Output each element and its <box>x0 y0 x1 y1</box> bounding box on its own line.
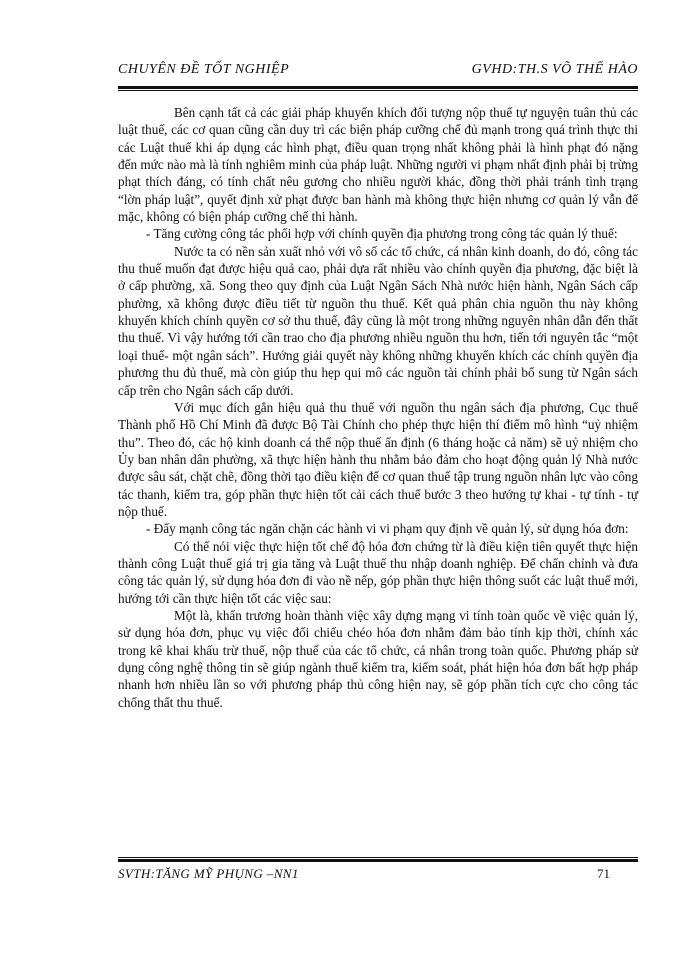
paragraph: - Đẩy mạnh công tác ngăn chặn các hành vi vi phạm quy định về quản lý, sử dụng hóa đơn: <box>146 521 629 537</box>
paragraph: Nước ta có nền sản xuất nhỏ với vô số các tổ chức, cá nhân kinh doanh, do đó, công tác thu thuế muốn đạt được hiệu quả cao, phải dựa rất nhiều vào chính quyền địa phương, đặc biệt là ở cấp phường, xã. Song theo quy định của Luật Ngân Sách Nhà nước hiện hành, Ngân Sách cấp phường, xã không được điều tiết từ nguồn thu thuế. Kết quả phân chia nguồn thu này không khuyến khích chính quyền cơ sở thu thuế, đây cũng là một trong những nguyên nhân dẫn đến thất thu thuế. Vì vậy hướng tới cần trao cho địa phương nhiều nguồn thu hơn, tiến tới nguyên tắc “một loại thuế- một ngân sách”. Hướng giải quyết này không những khuyến khích các chính quyền địa phương thu đủ thuế, mà còn giúp thu hẹp qui mô các nguồn tài chính phải bổ sung từ Ngân sách cấp trên cho Ngân sách cấp dưới. <box>118 243 638 398</box>
paragraph: Một là, khẩn trương hoàn thành việc xây dựng mạng vi tính toàn quốc về việc quản lý, sử dụng hóa đơn, phục vụ việc đối chiếu chéo hóa đơn nhằm đảm bảo tính kịp thời, chính xác trong kê khai khấu trừ thuế, nộp thuế của các tổ chức, cá nhân trong toàn quốc. Phương pháp sử dụng công nghệ thông tin sẽ giúp ngành thuế kiểm tra, kiểm soát, phát hiện hóa đơn bất hợp pháp nhanh hơn nhiều lần so với phương pháp thủ công hiện nay, sẽ góp phần tích cực cho công tác chống thất thu thuế. <box>118 607 638 710</box>
page-header <box>118 62 638 82</box>
body-text <box>118 104 638 711</box>
paragraph: Bên cạnh tất cả các giải pháp khuyến khích đối tượng nộp thuế tự nguyện tuân thủ các luật thuế, các cơ quan cũng cần duy trì các biện pháp cưỡng chế đủ mạnh trong quá trình thực thi các Luật thuế khi áp dụng các hình phạt, điều quan trọng nhất không phải là hình phạt đó nặng đến mức nào mà là tính nghiêm minh của pháp luật. Những người vi phạm nhất định phải bị trừng phạt thích đáng, có tính chất nêu gương cho nhiều người khác, đồng thời phải tránh tình trạng “lờn pháp luật”, quyết định xử phạt được ban hành mà không thực hiện nhưng cơ quản lý vẫn để mặc, không có biện pháp cưỡng chế thi hành. <box>118 105 638 225</box>
paragraph: Với mục đích gắn hiệu quả thu thuế với nguồn thu ngân sách địa phương, Cục thuế Thành phố Hồ Chí Minh đã được Bộ Tài Chính cho phép thực hiện thí điểm mô hình “uỷ nhiệm thu”. Theo đó, các hộ kinh doanh cá thể nộp thuế ấn định (6 tháng hoặc cả năm) sẽ uỷ nhiệm cho Ủy ban nhân dân phường, xã thực hiện hành thu nhằm bảo đảm cho hoạt động quản lý Nhà nước được sâu sát, chặt chẽ, đồng thời tạo điều kiện để cơ quan thuế tập trung nguồn nhân lực vào công tác thanh, kiểm tra, góp phần thực hiện tốt cải cách thuế bước 3 theo hướng tự khai - tự tính - tự nộp thuế. <box>118 399 638 519</box>
header-advisor: GVHD:TH.S VÕ THẾ HÀO <box>471 62 638 77</box>
page-number: 71 <box>597 866 610 881</box>
paragraph: Có thể nói việc thực hiện tốt chế độ hóa đơn chứng từ là điều kiện tiên quyết thực hiện thành công Luật thuế giá trị gia tăng và Luật thuế thu nhập doanh nghiệp. Để chấn chỉnh và đưa công tác quản lý, sử dụng hóa đơn đi vào nề nếp, góp phần thực hiện thông suốt các luật thuế mới, hướng tới cần thực hiện tốt các việc sau: <box>118 538 638 606</box>
paragraph: - Tăng cường công tác phối hợp với chính quyền địa phương trong công tác quản lý thuế: <box>146 226 618 242</box>
page-footer <box>118 866 638 886</box>
header-thesis-title: CHUYÊN ĐỀ TỐT NGHIỆP <box>118 62 290 77</box>
footer-student: SVTH:TĂNG MỸ PHỤNG –NN1 <box>118 866 299 881</box>
footer-divider <box>118 857 638 862</box>
header-divider <box>118 86 638 91</box>
